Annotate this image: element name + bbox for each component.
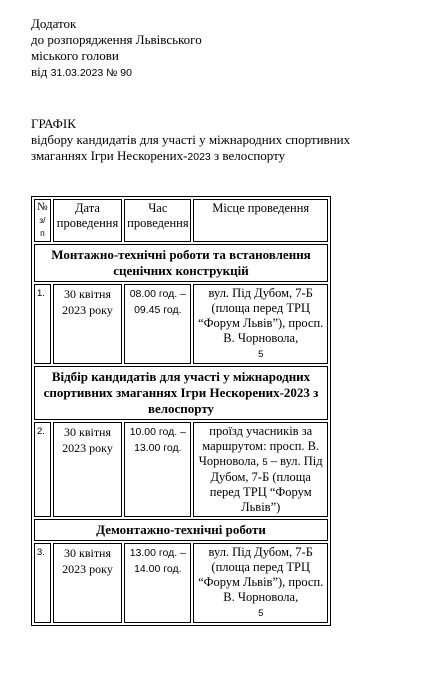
schedule-heading bbox=[31, 116, 350, 165]
table-row bbox=[34, 543, 328, 623]
row-date: 30 квітня 2023 року bbox=[53, 543, 122, 623]
header-date-value: 31.03.2023 № 90 bbox=[50, 67, 132, 79]
column-header-place: Місце проведення bbox=[193, 199, 328, 242]
schedule-subtitle-line2 bbox=[31, 148, 350, 165]
section-row bbox=[34, 366, 328, 420]
row-place bbox=[193, 284, 328, 364]
column-header-date: Дата проведення bbox=[53, 199, 122, 242]
schedule-table bbox=[31, 196, 331, 626]
row-number: 3. bbox=[34, 543, 51, 623]
row-number: 1. bbox=[34, 284, 51, 364]
row-date: 30 квітня 2023 року bbox=[53, 422, 122, 517]
row-place-avenue: просп. В. Чорновола, bbox=[223, 575, 324, 604]
row-place-address: вул. Під Дубом, 7-Б (площа перед ТРЦ “Форум Львів”), bbox=[198, 545, 313, 589]
table-row bbox=[34, 422, 328, 517]
row-place-house-number: 5 bbox=[258, 608, 264, 619]
schedule-title: ГРАФІК bbox=[31, 116, 76, 131]
schedule-subtitle-text: змаганнях Ігри Нескорених- bbox=[31, 148, 188, 163]
column-number-sub: з/п bbox=[39, 215, 46, 238]
row-place-route: проїзд учасників за маршрутом: просп. В. Чорновола, bbox=[198, 424, 320, 468]
section-title-selection-tail: з велоспорту bbox=[147, 385, 319, 416]
header-date-line bbox=[31, 64, 202, 81]
row-number: 2. bbox=[34, 422, 51, 517]
schedule-subtitle-line1: відбору кандидатів для участі у міжнародних спортивних bbox=[31, 132, 351, 147]
table-row bbox=[34, 284, 328, 364]
section-title-installation: Монтажно-технічні роботи та встановлення сценічних конструкцій bbox=[34, 244, 328, 282]
row-place-avenue: просп. В. Чорновола, bbox=[223, 316, 324, 345]
section-row bbox=[34, 244, 328, 282]
row-place-address: вул. Під Дубом, 7-Б (площа перед ТРЦ “Форум Львів”), bbox=[198, 286, 313, 330]
column-number-symbol: № bbox=[37, 201, 48, 213]
column-header-number bbox=[34, 199, 51, 242]
section-row bbox=[34, 519, 328, 541]
row-place bbox=[193, 422, 328, 517]
section-title-selection bbox=[34, 366, 328, 420]
column-header-time: Час проведення bbox=[124, 199, 191, 242]
schedule-subtitle-tail: з велоспорту bbox=[210, 148, 286, 163]
schedule-subtitle-year: 2023 bbox=[187, 151, 211, 163]
section-title-dismantling: Демонтажно-технічні роботи bbox=[34, 519, 328, 541]
row-date: 30 квітня 2023 року bbox=[53, 284, 122, 364]
header-mayor-line: міського голови bbox=[31, 48, 119, 63]
table-header-row bbox=[34, 199, 328, 242]
section-title-selection-text: Відбір кандидатів для участі у міжнародних спортивних змаганнях Ігри Нескорених- bbox=[43, 369, 311, 400]
row-time: 08.00 год. – 09.45 год. bbox=[124, 284, 191, 364]
row-place bbox=[193, 543, 328, 623]
header-annex-label: Додаток bbox=[31, 16, 77, 31]
row-time: 13.00 год. – 14.00 год. bbox=[124, 543, 191, 623]
row-place-destination: – вул. Під Дубом, 7-Б (площа перед ТРЦ “Форум Львів”) bbox=[209, 454, 323, 514]
header-date-prefix: від bbox=[31, 64, 48, 79]
section-title-selection-year: 2023 bbox=[283, 385, 310, 400]
row-place-house-number: 5 bbox=[258, 349, 264, 360]
header-order-line: до розпорядження Львівського bbox=[31, 32, 202, 47]
row-time: 10.00 год. – 13.00 год. bbox=[124, 422, 191, 517]
document-header bbox=[31, 16, 202, 81]
row-place-house-number: 5 bbox=[262, 457, 268, 468]
